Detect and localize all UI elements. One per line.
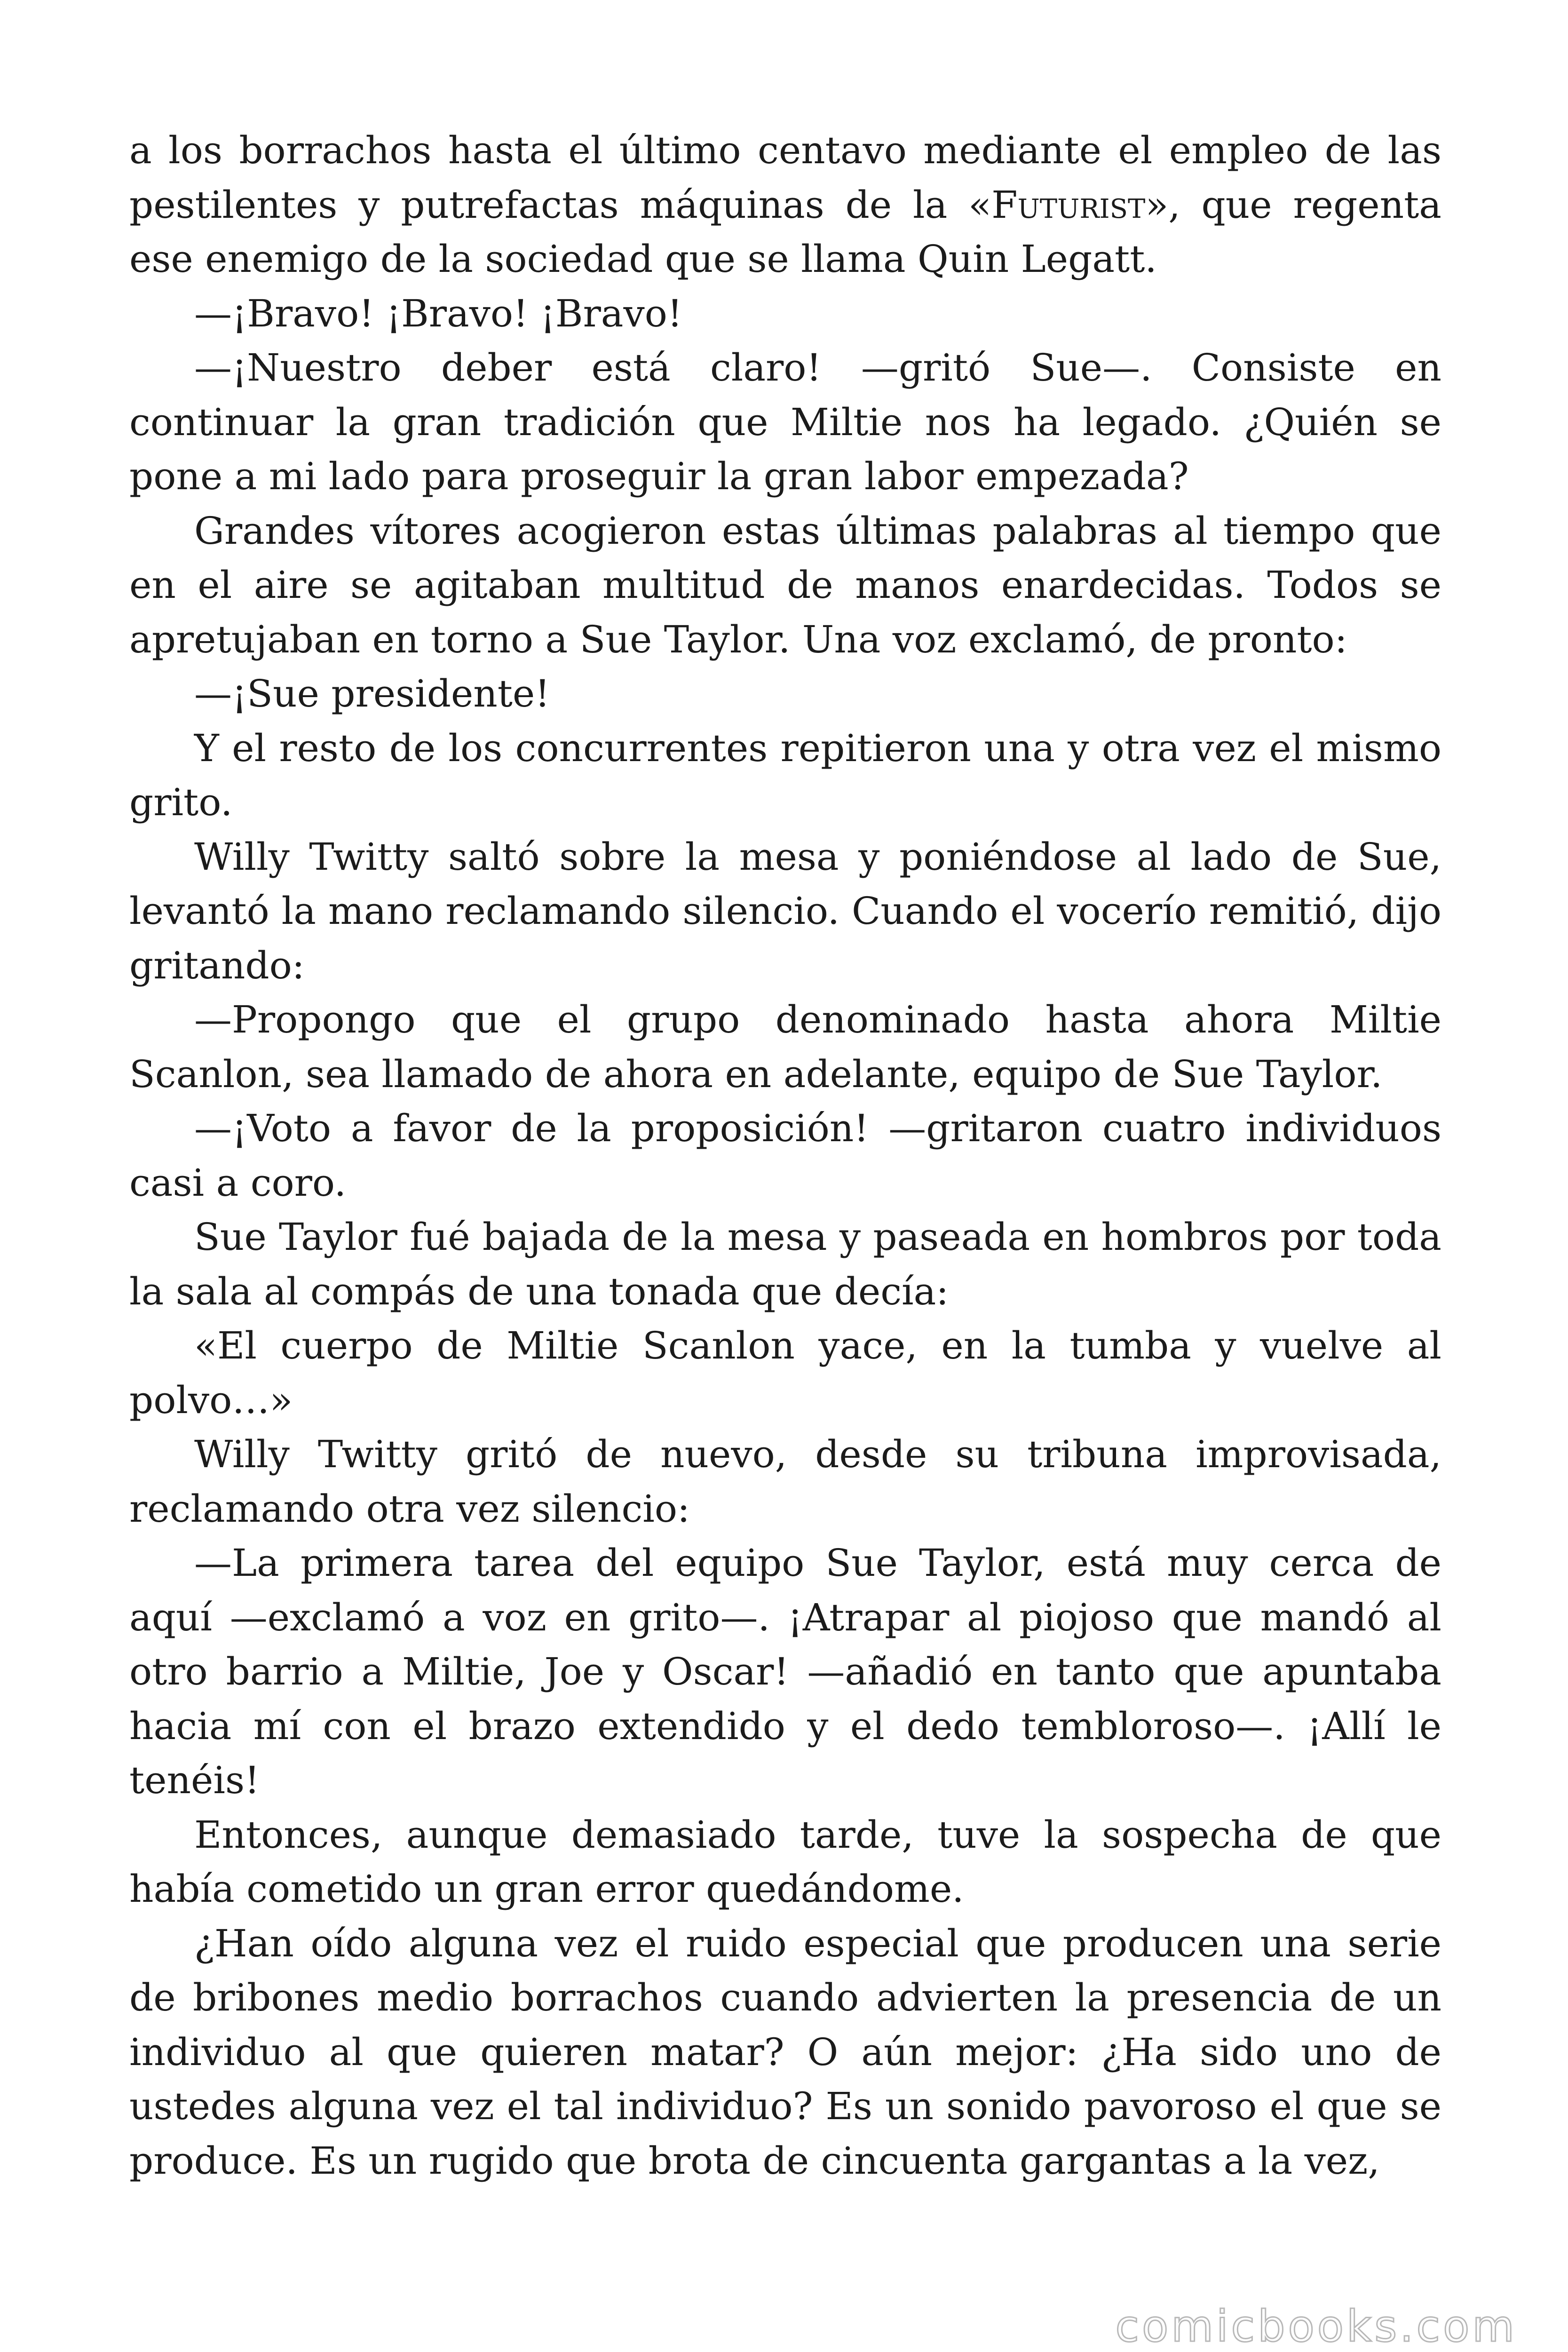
paragraph-8: —Propongo que el grupo denominado hasta ahora Miltie Scanlon, sea llamado de ahora en adelante, equipo de Sue Taylor.	[129, 998, 1441, 1096]
paragraph-10: Sue Taylor fué bajada de la mesa y paseada en hombros por toda la sala al compás de una tonada que decía:	[129, 1215, 1441, 1313]
paragraph-11: «El cuerpo de Miltie Scanlon yace, en la tumba y vuelve al polvo…»	[129, 1324, 1441, 1422]
paragraph-12: Willy Twitty gritó de nuevo, desde su tribuna improvisada, reclamando otra vez silencio:	[129, 1432, 1441, 1531]
paragraph-7: Willy Twitty saltó sobre la mesa y poniéndose al lado de Sue, levantó la mano reclamando silencio. Cuando el vocerío remitió, dijo gritando:	[129, 834, 1441, 987]
paragraph-1: a los borrachos hasta el último centavo mediante el empleo de las pestilentes y putrefactas máquinas de la «Futurist», que regenta ese enemigo de la sociedad que se llama Quin Legatt.	[129, 128, 1441, 281]
paragraph-2: —¡Bravo! ¡Bravo! ¡Bravo!	[194, 291, 683, 335]
book-page	[129, 123, 1441, 2188]
futurist-small-caps: Futurist	[991, 183, 1146, 227]
watermark: comicbooks.com	[1115, 2301, 1517, 2352]
paragraph-9: —¡Voto a favor de la proposición! —gritaron cuatro individuos casi a coro.	[129, 1106, 1441, 1205]
paragraph-13: —La primera tarea del equipo Sue Taylor, está muy cerca de aquí —exclamó a voz en grito—. ¡Atrapar al piojoso que mandó al otro barrio a Miltie, Joe y Oscar! —añadió en tanto que apuntaba hacia mí con el brazo extendido y el dedo tembloroso—. ¡Allí le tenéis!	[129, 1541, 1441, 1802]
paragraph-3: —¡Nuestro deber está claro! —gritó Sue—. Consiste en continuar la gran tradición que Miltie nos ha legado. ¿Quién se pone a mi lado para proseguir la gran labor empezada?	[129, 346, 1441, 498]
paragraph-15: ¿Han oído alguna vez el ruido especial que producen una serie de bribones medio borrachos cuando advierten la presencia de un individuo al que quieren matar? O aún mejor: ¿Ha sido uno de ustedes alguna vez el tal individuo? Es un sonido pavoroso el que se produce. Es un rugido que brota de cincuenta gargantas a la vez,	[129, 1921, 1441, 2183]
paragraph-14: Entonces, aunque demasiado tarde, tuve la sospecha de que había cometido un gran error quedándome.	[129, 1812, 1441, 1911]
paragraph-5: —¡Sue presidente!	[194, 672, 550, 715]
paragraph-6: Y el resto de los concurrentes repitieron una y otra vez el mismo grito.	[129, 726, 1441, 824]
paragraph-4: Grandes vítores acogieron estas últimas palabras al tiempo que en el aire se agitaban multitud de manos enardecidas. Todos se apretujaban en torno a Sue Taylor. Una voz exclamó, de pronto:	[129, 509, 1441, 661]
